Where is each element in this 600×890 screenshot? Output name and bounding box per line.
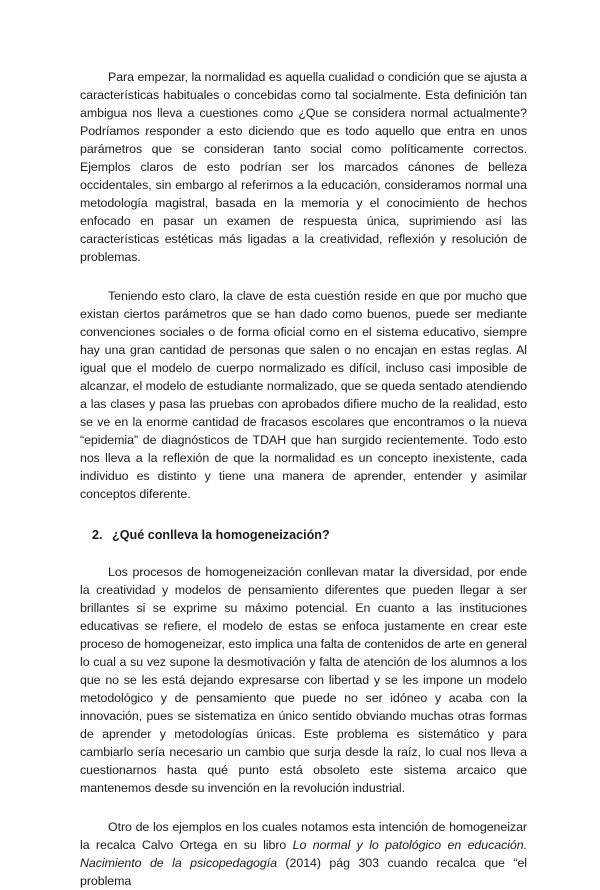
paragraph-parametros: Teniendo esto claro, la clave de esta cuestión reside en que por mucho que existan ciertos parámetros que se han dado como buenos, puede ser mediante convenciones sociales o de forma oficial como en el sistema educativo, siempre hay una gran cantidad de personas que salen o no encajan en estas reglas. Al igual que el modelo de cuerpo normalizado es difícil, incluso casi imposible de alcanzar, el modelo de estudiante normalizado, que se queda sentado atendiendo a las clases y pasa las pruebas con aprobados difiere mucho de la realidad, esto se ve en la enorme cantidad de fracasos escolares que encontramos o la nueva “epidemia” de diagnósticos de TDAH que han surgido recientemente. Todo esto nos lleva a la reflexión de que la normalidad es un concepto inexistente, cada individuo es distinto y tiene una manera de aprender, entender y asimilar conceptos diferente.: [80, 289, 527, 501]
paragraph-normalidad: Para empezar, la normalidad es aquella cualidad o condición que se ajusta a características habituales o concebidas como tal socialmente. Esta definición tan ambigua nos lleva a cuestiones como ¿Que se considera normal actualmente? Podríamos responder a esto diciendo que es todo aquello que entra en unos parámetros que se consideran tanto social como políticamente correctos. Ejemplos claros de esto podrían ser los marcados cánones de belleza occidentales, sin embargo al referirnos a la educación, consideramos normal una metodología magistral, basada en la memoria y el conocimiento de hechos enfocado en pasar un examen de respuesta única, suprimiendo así las características estéticas más ligadas a la creatividad, reflexión y resolución de problemas.: [80, 70, 527, 264]
paragraph-ejemplos: [80, 818, 527, 890]
paragraph-text-start: Otro de los ejemplos en los cuales notamos esta intención de homogeneizar la recalca Calvo Ortega en su libro: [80, 820, 527, 852]
paragraph-spacer: [80, 797, 527, 818]
section-spacer: [80, 544, 527, 563]
section-heading-homogeneizacion: [80, 526, 527, 544]
section-number: 2.: [92, 528, 103, 542]
paragraph-text-end: (2014) pág 303 cuando recalca que “el problema: [80, 856, 527, 888]
paragraph-procesos: Los procesos de homogeneización conllevan matar la diversidad, por ende la creatividad y modelos de pensamiento diferentes que pueden llegar a ser brillantes si se exprime su máximo potencial. En cuanto a las instituciones educativas se refiere, el modelo de estas se enfoca justamente en crear este proceso de homogeneizar, esto implica una falta de contenidos de arte en general lo cual a su vez supone la desmotivación y falta de atención de los alumnos a los que no se les está dejando expresarse con libertad y se les impone un modelo metodológico y de pensamiento que puede no ser idóneo y acaba con la innovación, pues se sistematiza en único sentido obviando muchas otras formas de aprender y metodologías únicas. Este problema es sistemático y para cambiarlo sería necesario un cambio que surja desde la raíz, lo cual nos lleva a cuestionarnos hasta qué punto está obsoleto este sistema arcaico que mantenemos desde su invención en la revolución industrial.: [80, 565, 527, 795]
book-title: Lo normal y lo patológico en educación. Nacimiento de la psicopedagogía: [80, 838, 527, 870]
section-title: ¿Qué conlleva la homogeneización?: [112, 528, 330, 542]
document-body: [80, 68, 527, 890]
paragraph-spacer: [80, 266, 527, 287]
section-spacer: [80, 503, 527, 526]
